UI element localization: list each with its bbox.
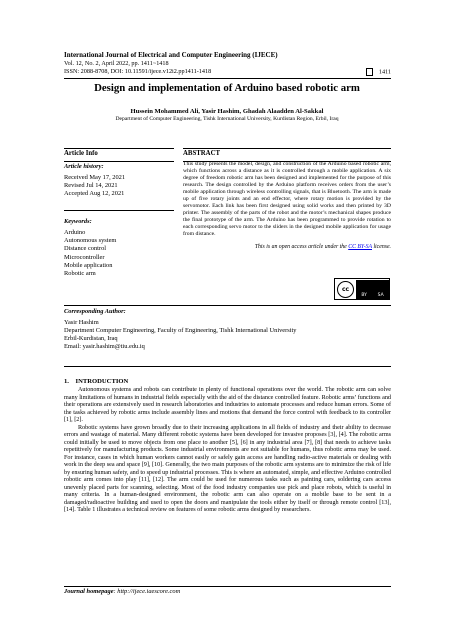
cc-badge-labels: [356, 280, 389, 299]
title-block: [64, 82, 390, 123]
corresponding-author: [64, 308, 391, 351]
author-location: Erbil-Kurdistan, Iraq: [64, 335, 118, 343]
article-history: [64, 174, 176, 198]
homepage-label: Journal homepage: [64, 588, 114, 595]
abstract-text: This study presents the model, design, and construction of the Arduino based robotic arm, which functions across a distance as it is controlled through a mobile application. A six degree of freedom robotic arm has been designed and implemented for the purpose of this research. The design controlled by the Arduino platform receives orders from the user’s mobile application through wireless controlling signals, that is Bluetooth. The arm is made up of five rotary joints and an end effector, where rotary motion is provided by the servomotor. Each link has been first designed using solid works and then printed by 3D printer. The assembly of the parts of the robot and the motor’s mechanical shapes produce the final prototype of the arm. The Arduino has been programmed to provide rotation to each corresponding servo motor to the sliders in the designed mobile application for usage from distance.: [183, 161, 391, 238]
header-rule: [64, 78, 391, 79]
abstract-top-rule: [183, 148, 391, 149]
homepage-url[interactable]: : http://ijece.iaescore.com: [113, 588, 181, 595]
keywords-heading: Keywords:: [64, 218, 92, 226]
abstract-section: [183, 150, 391, 250]
keyword: Microcontroller: [64, 253, 105, 261]
license-line: [183, 244, 391, 250]
paper-affiliation: Department of Computer Engineering, Tishk International University, Kurdistan Region, Erbil, Iraq: [115, 116, 339, 122]
journal-issn: ISSN: 2088-8708, DOI: 10.11591/ijece.v12i2.pp1411-1418: [64, 67, 212, 75]
keyword: Distance control: [64, 245, 107, 253]
abstract-heading: ABSTRACT: [183, 150, 221, 157]
page-marker-icon: [366, 68, 373, 76]
corresponding-heading: Corresponding Author:: [64, 308, 126, 315]
journal-issn-row: [64, 68, 391, 76]
license-link[interactable]: CC BY-SA: [348, 243, 372, 250]
paper-authors: Hussein Mohammed Ali, Yasir Hashim, Ghadah Alaadden Al-Sakkal: [130, 108, 324, 115]
page-number-group: [366, 68, 391, 76]
journal-header: [64, 51, 391, 76]
introduction-body: [64, 387, 391, 515]
corresponding-bottom-rule: [64, 366, 391, 367]
footer: [64, 588, 180, 595]
article-info-heading: Article Info: [64, 150, 98, 157]
author-email: Email: yasir.hashim@tiu.edu.iq: [64, 343, 145, 351]
received-date: Received May 17, 2021: [64, 174, 126, 181]
author-name: Yasir Hashim: [64, 319, 99, 326]
cc-by-label: BY: [361, 292, 367, 298]
journal-name: International Journal of Electrical and Computer Engineering (IJECE): [64, 51, 278, 59]
cc-by-sa-badge[interactable]: [334, 278, 390, 300]
article-history-rule: [64, 210, 174, 211]
corresponding-details: [64, 319, 391, 351]
license-suffix: license.: [372, 243, 391, 250]
keyword: Autonomous system: [64, 237, 117, 245]
introduction-section: [64, 378, 391, 515]
cc-logo-icon: cc: [337, 281, 354, 298]
paragraph: Robotic systems have grown broadly due to their increasing applications in all fields of industry and their ability to decrease errors and wastage of material. Many different robotic systems have been developed for invasive proposes [3], [4]. The robotic arms could initially be used to move objects from one place to another [5], [6] in any industrial area [7], [8] that needs to achieve tasks repetitively for manufacturing products. Some industrial environments are not suitable for humans, thus robotic arms may be used. For instance, cases in which human workers cannot easily or safely gain access are handling radio-active materials or dealing with work in the deep sea and space [9], [10]. Generally, the two main purposes of the robotic arm systems are to minimize the risk of life by ensuring human safety, and to speed up industrial processes. This is where an automated, simple, and effective Arduino controlled robotic arm comes into play [11], [12]. The arm could be used for numerous tasks such as painting cars, soldering cars access unevenly placed parts for scanning, selecting. Most of the food industry companies use pick and place robots, which is useful in many criteria. In a human-designed environment, the robotic arm can also operate on a mobile base to be sent in a damaged/radioactive building and used to open the doors and manipulate the tools either by itself or through remote control [13], [14]. Table 1 illustrates a technical review on features of some robotic arms designed by researchers.: [64, 424, 391, 513]
paper-title: Design and implementation of Arduino based robotic arm: [94, 82, 360, 94]
keyword: Arduino: [64, 229, 86, 237]
article-info-top-rule: [64, 148, 174, 149]
keywords-list: [64, 229, 176, 278]
article-history-heading: Article history:: [64, 163, 104, 170]
keyword: Mobile application: [64, 261, 113, 269]
paragraph: Autonomous systems and robots can contribute in plenty of functional operations over the world. The robotic arm can solve many limitations of humans in industrial fields especially with the aid of the distance controlled feature. Robotic arms’ functions and their operations are extensively used in research laboratories and industries to automate processes and reduce human errors. Some of the tasks achieved by robotic arms include assembly lines and motions that demand the force control with feedback to its controller [1], [2].: [64, 387, 391, 423]
introduction-heading: 1. INTRODUCTION: [64, 378, 129, 385]
license-prefix: This is an open access article under the: [254, 243, 349, 250]
footer-rule: [64, 586, 391, 587]
cc-sa-label: SA: [377, 292, 384, 298]
page-number: 1411: [378, 67, 391, 75]
article-info: [64, 150, 176, 278]
article-info-heading-rule: [64, 161, 174, 162]
accepted-date: Accepted Aug 12, 2021: [64, 190, 125, 198]
revised-date: Revised Jul 14, 2021: [64, 182, 118, 190]
abstract-heading-rule: [183, 161, 391, 162]
keyword: Robotic arm: [64, 269, 96, 277]
abstract-bottom-rule: [64, 305, 391, 306]
journal-volume: Vol. 12, No. 2, April 2022, pp. 1411~1418: [64, 59, 169, 67]
author-department: Department Computer Engineering, Faculty of Engineering, Tishk International University: [64, 327, 297, 335]
